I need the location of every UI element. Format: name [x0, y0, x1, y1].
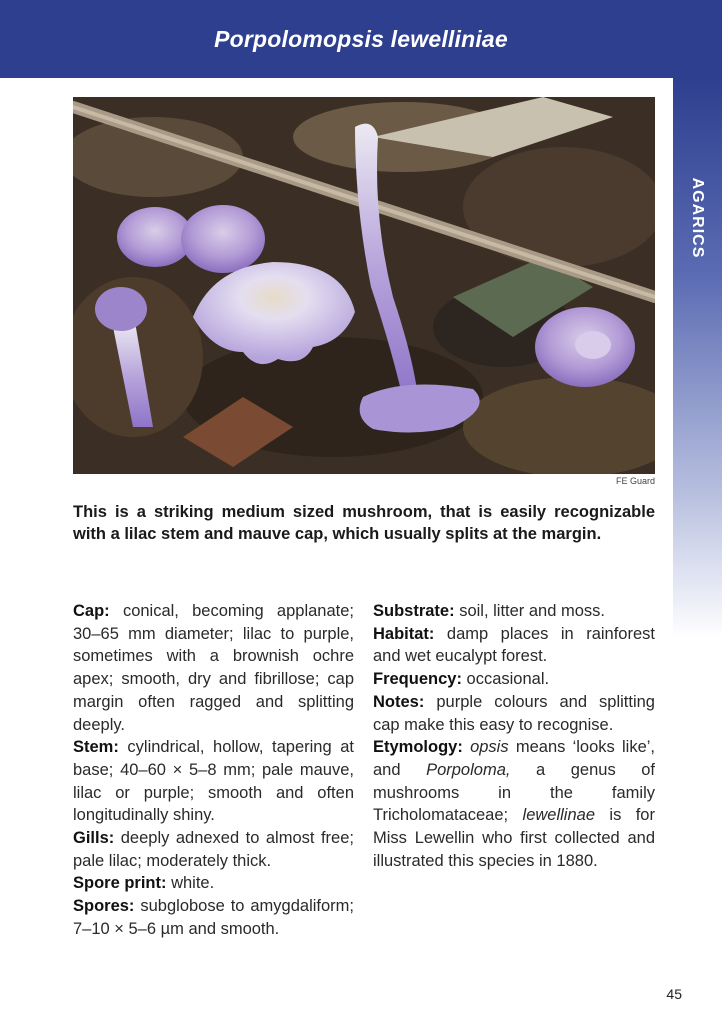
stem-text: cylindrical, hollow, tapering at base; 40–60 × 5–8 mm; pale mauve, lilac or purple; smooth and often longitudinally shiny.: [73, 738, 354, 825]
etymology-text-1: means ‘looks like’, and: [373, 738, 656, 779]
etymology-opsis: opsis: [470, 738, 509, 757]
section-tab-label: AGARICS: [689, 177, 706, 259]
spores-term: Spores:: [73, 897, 135, 916]
stem-description: [73, 736, 354, 827]
etymology-lewellinae: lewellinae: [522, 806, 595, 825]
etymology-description: [373, 736, 655, 872]
etymology-text-3: is for Miss Lewellin who first collected and illustrated this species in 1880.: [373, 806, 655, 870]
photo-credit: FE Guard: [615, 476, 655, 486]
frequency-term: Frequency:: [373, 670, 462, 689]
spore-print-term: Spore print:: [73, 874, 167, 893]
cap-text: conical, becoming applanate; 30–65 mm diameter; lilac to purple, sometimes with a brownish ochre apex; smooth, dry and fibrillose; cap margin often ragged and splitting deeply.: [73, 602, 354, 734]
spore-print-text: white.: [171, 874, 215, 893]
gills-description: [73, 827, 354, 872]
habitat-description: [373, 623, 655, 668]
cap-description: [73, 600, 354, 736]
mushroom-photo-illustration: [73, 97, 655, 474]
etymology-porpoloma: Porpoloma,: [426, 760, 511, 779]
cap-term: Cap:: [73, 602, 110, 620]
species-title: Porpolomopsis lewelliniae: [214, 26, 508, 52]
frequency-text: occasional.: [466, 670, 550, 689]
notes-text: purple colours and splitting cap make this easy to recognise.: [373, 692, 655, 734]
spores-text: subglobose to amygdaliform; 7–10 × 5–6 µm and smooth.: [73, 897, 354, 938]
page-header: [0, 0, 722, 78]
substrate-text: soil, litter and moss.: [459, 602, 606, 620]
mushroom-photo: [73, 97, 655, 474]
etymology-term: Etymology:: [373, 738, 463, 757]
habitat-term: Habitat:: [373, 624, 435, 643]
description-left-column: [73, 600, 354, 941]
stem-term: Stem:: [73, 738, 119, 757]
etymology-text-2: a genus of mushrooms in the family Tricholomataceae;: [373, 760, 655, 825]
gills-term: Gills:: [73, 829, 115, 848]
spore-print-description: [73, 872, 354, 895]
page-number: 45: [666, 986, 682, 1002]
notes-term: Notes:: [373, 692, 425, 711]
description-right-column: [373, 600, 655, 872]
spores-description: [73, 895, 354, 940]
frequency-description: [373, 668, 655, 691]
section-tab: [673, 78, 722, 638]
habitat-text: damp places in rainforest and wet eucalypt forest.: [373, 624, 655, 666]
notes-description: [373, 691, 655, 736]
substrate-description: [373, 600, 655, 623]
substrate-term: Substrate:: [373, 602, 455, 620]
intro-paragraph: This is a striking medium sized mushroom, that is easily recognizable with a lilac stem and mauve cap, which usually splits at the margin.: [73, 503, 655, 543]
gills-text: deeply adnexed to almost free; pale lilac; moderately thick.: [73, 829, 354, 870]
